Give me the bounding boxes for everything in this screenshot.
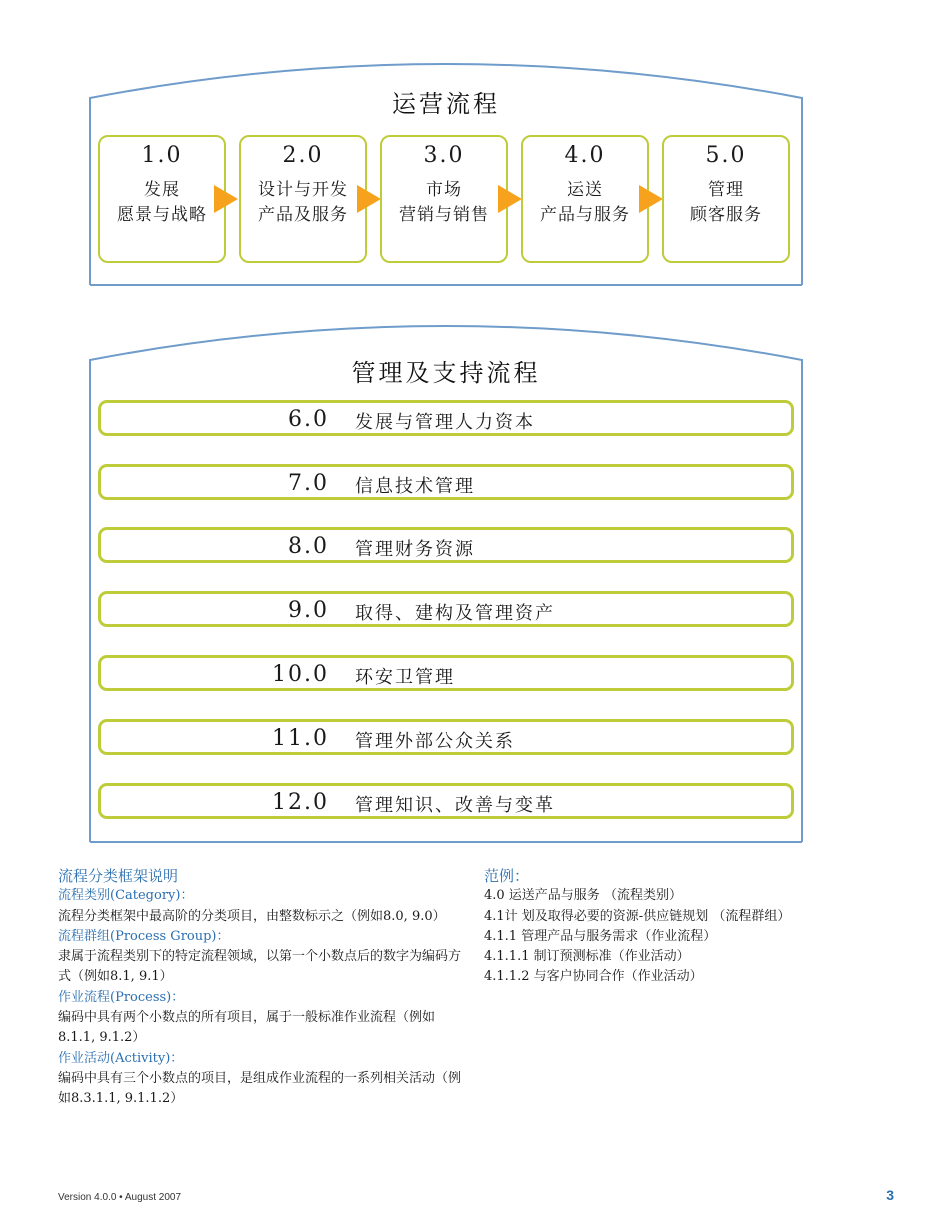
- process-number: 9.0: [288, 598, 329, 623]
- process-label: 发展 愿景与战略: [117, 180, 207, 225]
- support-process-8[interactable]: [98, 527, 794, 563]
- process-box-3[interactable]: [380, 135, 508, 263]
- support-process-7[interactable]: [98, 464, 794, 500]
- process-text: 编码中具有两个小数点的所有项目，属于一般标准作业流程（例如8.1.1, 9.1.2）: [58, 1010, 436, 1046]
- arrow-right-icon: [357, 185, 381, 213]
- group-text: 隶属于流程类别下的特定流程领域，以第一个小数点后的数字为编码方式（例如8.1, 9.1）: [58, 949, 462, 985]
- category-text: 流程分类框架中最高阶的分类项目，由整数标示之（例如8.0, 9.0）: [58, 908, 446, 924]
- process-box-4[interactable]: [521, 135, 649, 263]
- process-number: 5.0: [705, 143, 747, 168]
- process-label: 管理 顾客服务: [690, 180, 762, 225]
- process-box-1[interactable]: [98, 135, 226, 263]
- process-number: 6.0: [288, 407, 329, 432]
- activity-text: 编码中具有三个小数点的项目，是组成作业流程的一系列相关活动（例如8.3.1.1, 9.1.1.2）: [58, 1070, 462, 1107]
- process-label: 管理知识、改善与变革: [355, 795, 555, 816]
- example-block: [484, 866, 924, 988]
- process-label: 运送 产品与服务: [540, 180, 630, 225]
- support-process-11[interactable]: [98, 719, 794, 755]
- example-heading: 范例：: [484, 867, 530, 885]
- process-label: 管理外部公众关系: [355, 731, 515, 752]
- example-line: 4.1.1 管理产品与服务需求（作业流程）: [484, 928, 717, 944]
- process-label: 市场 营销与销售: [399, 180, 489, 225]
- example-line: 4.0 运送产品与服务 （流程类别）: [484, 888, 682, 904]
- arrow-right-icon: [639, 185, 663, 213]
- support-title: 管理及支持流程: [351, 359, 541, 387]
- notes-heading: 流程分类框架说明: [58, 867, 179, 885]
- process-number: 2.0: [282, 143, 324, 168]
- process-number: 7.0: [288, 471, 329, 496]
- page-number: 3: [886, 1187, 894, 1203]
- category-title: 流程类别(Category)：: [58, 888, 194, 904]
- group-title: 流程群组(Process Group)：: [58, 928, 230, 944]
- process-box-2[interactable]: [239, 135, 367, 263]
- process-number: 11.0: [272, 726, 329, 751]
- framework-notes: [58, 866, 468, 1110]
- process-title: 作业流程(Process)：: [58, 989, 185, 1005]
- process-label: 设计与开发 产品及服务: [258, 180, 348, 225]
- process-number: 3.0: [423, 143, 465, 168]
- process-label: 环安卫管理: [355, 667, 455, 688]
- support-process-9[interactable]: [98, 591, 794, 627]
- version-footer: Version 4.0.0 • August 2007: [58, 1192, 182, 1203]
- example-line: 4.1计 划及取得必要的资源-供应链规划 （流程群组）: [484, 908, 791, 924]
- support-process-10[interactable]: [98, 655, 794, 691]
- process-label: 发展与管理人力资本: [355, 412, 535, 433]
- process-number: 8.0: [288, 534, 329, 559]
- support-process-12[interactable]: [98, 783, 794, 819]
- operations-title: 运营流程: [392, 90, 500, 118]
- support-process-6[interactable]: [98, 400, 794, 436]
- process-number: 12.0: [272, 790, 329, 815]
- arrow-right-icon: [498, 185, 522, 213]
- example-line: 4.1.1.1 制订预测标准（作业活动）: [484, 949, 690, 965]
- process-number: 4.0: [564, 143, 606, 168]
- arrow-right-icon: [214, 185, 238, 213]
- activity-title: 作业活动(Activity)：: [58, 1050, 184, 1066]
- process-label: 取得、建构及管理资产: [355, 603, 555, 624]
- example-line: 4.1.1.2 与客户协同合作（作业活动）: [484, 969, 703, 985]
- process-box-5[interactable]: [662, 135, 790, 263]
- process-number: 1.0: [141, 143, 183, 168]
- process-label: 管理财务资源: [355, 539, 475, 560]
- process-number: 10.0: [272, 662, 329, 687]
- process-label: 信息技术管理: [355, 476, 475, 497]
